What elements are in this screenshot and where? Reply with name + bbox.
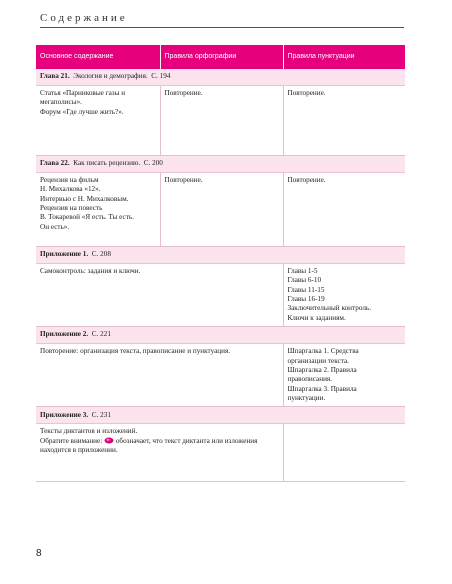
header-punctuation: Правила пунктуации	[283, 45, 405, 69]
content-line: Н. Михалкова «12».	[40, 185, 101, 194]
page-title: Содержание	[40, 12, 128, 24]
orthography-cell	[160, 173, 283, 247]
content-line: Интервью с Н. Михалковым.	[40, 194, 129, 203]
section-label: Приложение 1.	[40, 250, 89, 259]
section-heading	[36, 327, 405, 344]
punctuation-line: организации текста.	[287, 356, 349, 365]
main-content-cell	[36, 424, 283, 482]
punctuation-line: Главы 16-19	[287, 295, 325, 304]
main-content-cell	[36, 173, 160, 247]
punctuation-cell	[283, 424, 405, 482]
section-label: Приложение 3.	[40, 410, 89, 419]
section-title: Экология и демография.	[73, 72, 148, 81]
section-page: С. 231	[91, 410, 111, 419]
content-line: Повторение: организация текста, правописание и пунктуация.	[40, 347, 231, 356]
header-orthography: Правила орфографии	[160, 45, 283, 69]
section-chapter-22	[36, 156, 405, 247]
content-line: Форум «Где лучше жить?».	[40, 107, 124, 116]
orthography-line: Повторение.	[164, 176, 203, 184]
appendix-note	[40, 437, 279, 456]
punctuation-line: Заключительный контроль.	[287, 304, 371, 313]
main-content-cell	[36, 344, 283, 407]
pink-disc-icon	[104, 437, 114, 444]
table-header-row	[36, 45, 405, 69]
section-heading	[36, 407, 405, 424]
section-appendix-1	[36, 247, 405, 327]
section-page: С. 221	[91, 330, 111, 339]
content-line: мегаполисы».	[40, 98, 82, 107]
section-appendix-2	[36, 327, 405, 407]
section-heading	[36, 247, 405, 264]
punctuation-line: Шпаргалка 2. Правила	[287, 365, 357, 374]
punctuation-line: Повторение.	[287, 176, 326, 184]
punctuation-line: Шпаргалка 1. Средства	[287, 347, 359, 356]
orthography-cell	[160, 86, 283, 156]
section-body-row	[36, 344, 405, 407]
punctuation-cell	[283, 173, 405, 247]
punctuation-line: Главы 1-5	[287, 267, 318, 275]
section-header-row	[36, 407, 405, 424]
punctuation-cell	[283, 264, 405, 327]
section-header-row	[36, 69, 405, 86]
punctuation-line: Главы 6-10	[287, 276, 322, 285]
content-line: Самоконтроль: задания и ключи.	[40, 267, 141, 275]
section-title: Как писать рецензию.	[73, 159, 141, 168]
content-line: Рецензия на фильм	[40, 176, 99, 184]
section-header-row	[36, 327, 405, 344]
section-heading	[36, 69, 405, 86]
section-body-row	[36, 86, 405, 156]
punctuation-line: правописания.	[287, 375, 333, 384]
punctuation-line: пунктуации.	[287, 393, 326, 402]
section-body-row	[36, 264, 405, 327]
orthography-line: Повторение.	[164, 89, 203, 97]
section-header-row	[36, 156, 405, 173]
punctuation-cell	[283, 86, 405, 156]
main-content-cell	[36, 86, 160, 156]
title-rule	[40, 27, 404, 28]
section-page: С. 200	[143, 159, 163, 168]
section-header-row	[36, 247, 405, 264]
punctuation-line: Повторение.	[287, 89, 326, 97]
section-label: Приложение 2.	[40, 330, 89, 339]
section-body-row	[36, 424, 405, 482]
section-label: Глава 21.	[40, 72, 70, 81]
section-heading	[36, 156, 405, 173]
section-page: С. 208	[91, 250, 111, 259]
section-label: Глава 22.	[40, 159, 70, 168]
content-line: Статья «Парниковые газы и	[40, 89, 126, 97]
content-line: Он есть».	[40, 222, 70, 231]
punctuation-cell	[283, 344, 405, 407]
content-line: Тексты диктантов и изложений.	[40, 427, 138, 436]
header-main-content: Основное содержание	[36, 45, 160, 69]
content-line: В. Токаревой «Я есть. Ты есть.	[40, 213, 134, 222]
page-number: 8	[36, 548, 42, 559]
note-text: обозначает, что текст диктанта или изложения находится в приложении.	[40, 436, 258, 455]
section-body-row	[36, 173, 405, 247]
section-page: С. 194	[151, 72, 171, 81]
section-appendix-3	[36, 407, 405, 482]
punctuation-line: Ключи к заданиям.	[287, 313, 346, 322]
content-line: Рецензия на повесть	[40, 204, 103, 213]
punctuation-line: Шпаргалка 3. Правила	[287, 384, 357, 393]
contents-table	[36, 45, 405, 482]
punctuation-line: Главы 11-15	[287, 285, 325, 294]
section-chapter-21	[36, 69, 405, 156]
note-prefix: Обратите внимание:	[40, 436, 103, 445]
main-content-cell	[36, 264, 283, 327]
